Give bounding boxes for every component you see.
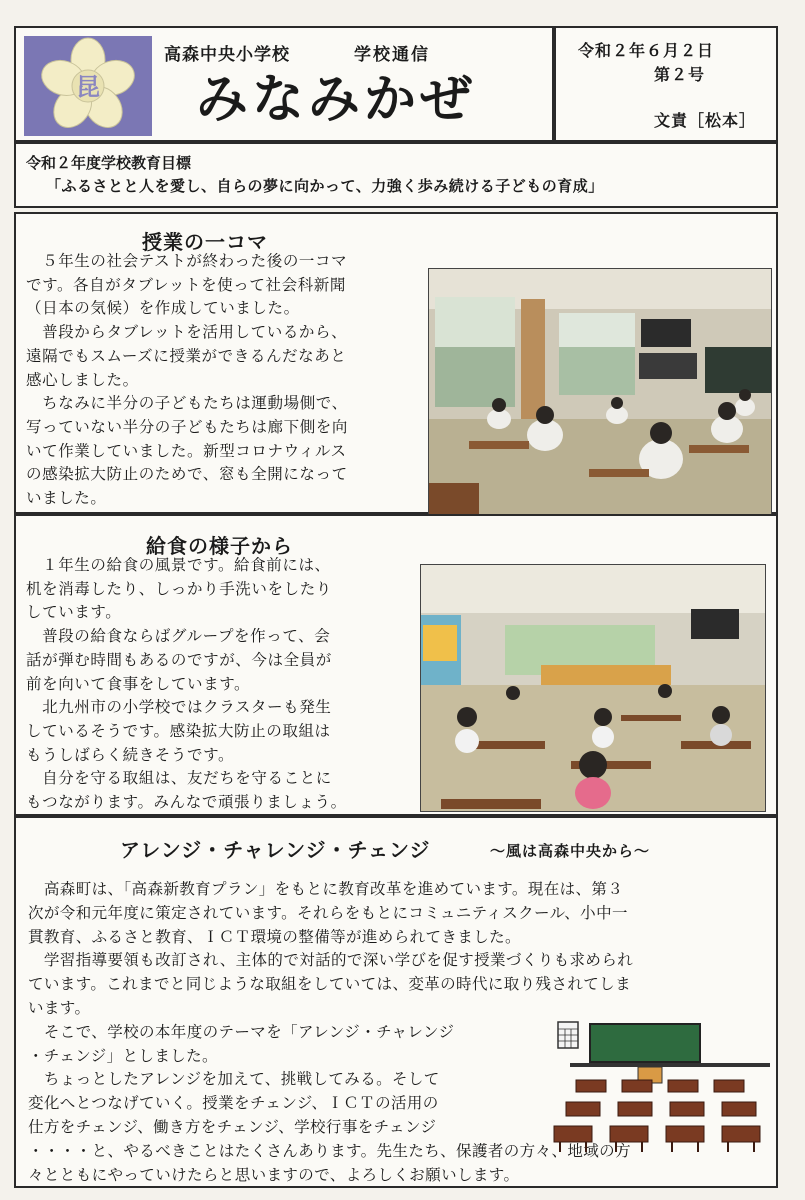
text-line: ています。これまでと同じような取組をしていては、変革の時代に取り残されてしま xyxy=(28,975,631,994)
text-line: しているそうです。感染拡大防止の取組は xyxy=(26,721,331,740)
school-name: 高森中央小学校 xyxy=(164,45,290,65)
text-line: 話が弾む時間もあるのですが、今は全員が xyxy=(26,650,332,669)
issue-date: 令和２年６月２日 xyxy=(578,41,715,60)
text-line: 前を向いて食事をしています。 xyxy=(26,674,251,693)
text-line: 写っていない半分の子どもたちは廊下側を向 xyxy=(26,417,349,436)
text-line: ５年生の社会テストが終わった後の一コマ xyxy=(26,252,348,270)
text-line: ・・・・と、やるべきことはたくさんあります。先生たち、保護者の方々、地域の方 xyxy=(28,1141,631,1160)
text-line: います。 xyxy=(28,998,91,1017)
text-line: （日本の気候）を作成していました。 xyxy=(26,299,300,318)
cherry-blossom-icon xyxy=(24,36,152,136)
chalkboard xyxy=(590,1024,700,1062)
newsletter-title: みなみかぜ xyxy=(196,70,477,130)
article-subtitle: ～風は高森中央から～ xyxy=(490,842,651,860)
issue-info xyxy=(554,26,778,142)
text-line: いて作業していました。新型コロナウィルス xyxy=(26,441,347,460)
article-body xyxy=(26,554,347,815)
text-line: そこで、学校の本年度のテーマを「アレンジ・チャレンジ xyxy=(28,1022,455,1041)
text-line: もつながります。みんなで頑張りましょう。 xyxy=(26,793,347,812)
school-emblem xyxy=(24,36,152,136)
text-line: 々とともにやっていけたらと思いますので、よろしくお願いします。 xyxy=(28,1165,520,1184)
issue-number: 第２号 xyxy=(654,65,706,84)
classroom-illustration xyxy=(552,1018,772,1158)
text-line: 北九州市の小学校ではクラスターも発生 xyxy=(26,698,332,717)
text-line: いました。 xyxy=(26,489,107,508)
text-line: ちょっとしたアレンジを加えて、挑戦してみる。そして xyxy=(28,1070,440,1089)
text-line: ちなみに半分の子どもたちは運動場側で、 xyxy=(26,394,348,413)
article-title: 給食の様子から xyxy=(146,534,293,558)
text-line: 遠隔でもスムーズに授業ができるんだなあと xyxy=(26,346,347,365)
text-line: の感染拡大防止のためで、窓も全開になって xyxy=(26,465,348,484)
text-line: 仕方をチェンジ、働き方をチェンジ、学校行事をチェンジ xyxy=(28,1117,437,1136)
text-line: 貫教育、ふるさと教育、ＩＣＴ環境の整備等が進められてきました。 xyxy=(28,927,521,946)
masthead xyxy=(14,26,554,142)
text-line: もうしばらく続きそうです。 xyxy=(26,745,235,764)
education-goal xyxy=(14,142,778,208)
text-line: 普段の給食ならばグループを作って、会 xyxy=(26,627,331,646)
text-line: 自分を守る取組は、友だちを守ることに xyxy=(26,769,332,788)
article-body xyxy=(26,250,348,511)
text-line: 変化へとつなげていく。授業をチェンジ、ＩＣＴの活用の xyxy=(28,1094,439,1113)
newsletter-type: 学校通信 xyxy=(354,45,430,65)
text-line: 普段からタブレットを活用しているから、 xyxy=(26,323,348,342)
classroom-lunch-photo xyxy=(420,564,766,812)
text-line: 机を消毒したり、しっかり手洗いをしたり xyxy=(26,579,332,598)
article-body xyxy=(28,878,633,1187)
article-lesson xyxy=(14,212,778,514)
text-line: しています。 xyxy=(26,603,122,622)
text-line: １年生の給食の風景です。給食前には、 xyxy=(26,556,331,574)
article-title: 授業の一コマ xyxy=(142,230,268,254)
article-title: アレンジ・チャレンジ・チェンジ xyxy=(120,838,431,862)
article-lunch xyxy=(14,514,778,816)
logo-character: 昆 xyxy=(76,73,100,101)
text-line: 高森町は、「高森新教育プラン」をもとに教育改革を進めています。現在は、第３ xyxy=(28,880,624,898)
goal-text: 「ふるさとと人を愛し、自らの夢に向かって、力強く歩み続ける子どもの育成」 xyxy=(46,177,604,195)
author-credit: 文責［松本］ xyxy=(654,111,757,130)
text-line: ・チェンジ」としました。 xyxy=(28,1046,218,1065)
text-line: 学習指導要領も改訂され、主体的で対話的で深い学びを促す授業づくりも求められ xyxy=(28,951,634,970)
goal-heading: 令和２年度学校教育目標 xyxy=(26,154,192,172)
text-line: です。各自がタブレットを使って社会科新聞 xyxy=(26,275,346,294)
desks xyxy=(554,1080,760,1142)
text-line: 感心しました。 xyxy=(26,370,139,389)
classroom-tablet-photo xyxy=(428,268,772,526)
text-line: 次が令和元年度に策定されています。それらをもとにコミュニティスクール、小中一 xyxy=(28,903,628,922)
article-arrange-challenge-change xyxy=(14,816,778,1188)
